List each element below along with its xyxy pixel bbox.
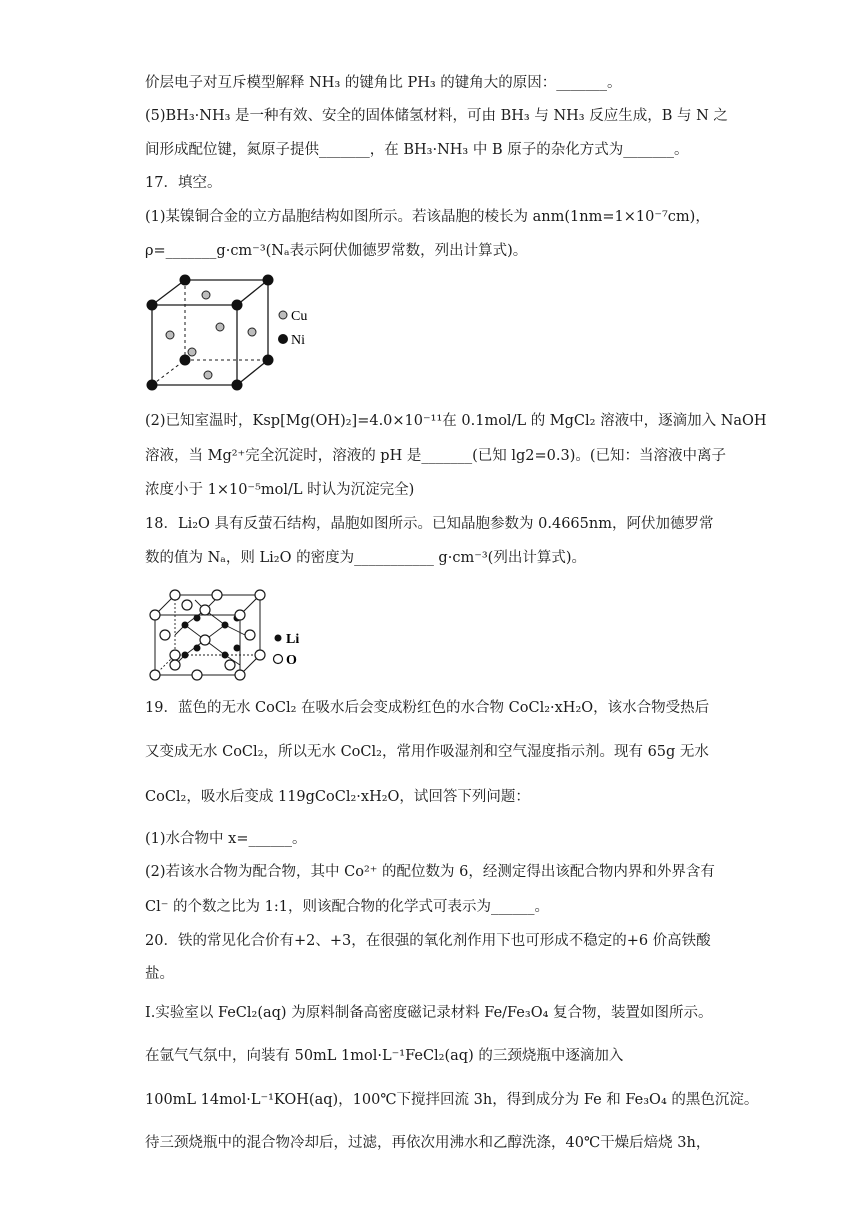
text-line: 数的值为 Nₐ，则 Li₂O 的密度为___________ g·cm⁻³(列出计算式)。 [145,550,586,566]
text-line: (2)若该水合物为配合物，其中 Co²⁺ 的配位数为 6，经测定得出该配合物内界和外界含有 [145,864,715,880]
text-line: 在氩气气氛中，向装有 50mL 1mol·L⁻¹FeCl₂(aq) 的三颈烧瓶中逐滴加入 [145,1048,624,1064]
text-line: CoCl₂，吸水后变成 119gCoCl₂·xH₂O，试回答下列问题： [145,789,530,805]
text-line: Cl⁻ 的个数之比为 1:1，则该配合物的化学式可表示为______。 [145,899,549,915]
text-line: (1)某镍铜合金的立方晶胞结构如图所示。若该晶胞的棱长为 anm(1nm=1×10⁻⁷cm)， [145,209,710,225]
text-line: 溶液，当 Mg²⁺完全沉淀时，溶液的 pH 是_______(已知 lg2=0.3)。(已知：当溶液中离子 [145,448,727,464]
o-legend-label: O [286,653,297,668]
li-legend-label: Li [286,632,300,647]
text-line: ρ=_______g·cm⁻³(Nₐ表示阿伏伽德罗常数，列出计算式)。 [145,243,528,259]
question-17-heading: 17．填空。 [145,175,222,191]
question-19-line: 19．蓝色的无水 CoCl₂ 在吸水后会变成粉红色的水合物 CoCl₂·xH₂O，该水合物受热后 [145,700,710,716]
ni-legend-marker [278,334,288,344]
text-line: 盐。 [145,966,174,982]
text-line: 价层电子对互斥模型解释 NH₃ 的键角比 PH₃ 的键角大的原因：_______。 [145,75,622,91]
li2o-unit-cell-figure [145,580,320,685]
ni-cu-unit-cell-figure [140,270,330,395]
text-line: (1)水合物中 x=______。 [145,831,307,847]
question-20-line: 20．铁的常见化合价有+2、+3，在很强的氧化剂作用下也可形成不稳定的+6 价高铁酸 [145,933,711,949]
question-18-line: 18．Li₂O 具有反萤石结构，晶胞如图所示。已知晶胞参数为 0.4665nm，阿伏加德罗常 [145,516,714,532]
cu-legend-marker [279,311,287,319]
text-line: (5)BH₃·NH₃ 是一种有效、安全的固体储氢材料，可由 BH₃ 与 NH₃ 反应生成，B 与 N 之 [145,108,728,124]
o-legend-marker [274,655,283,664]
cu-legend-label: Cu [291,309,308,324]
text-line: 待三颈烧瓶中的混合物冷却后，过滤，再依次用沸水和乙醇洗涤，40℃干燥后焙烧 3h， [145,1135,711,1151]
text-line: 100mL 14mol·L⁻¹KOH(aq)，100℃下搅拌回流 3h，得到成分为 Fe 和 Fe₃O₄ 的黑色沉淀。 [145,1092,759,1108]
text-line: 又变成无水 CoCl₂，所以无水 CoCl₂，常用作吸湿剂和空气湿度指示剂。现有 65g 无水 [145,744,709,760]
text-line: I.实验室以 FeCl₂(aq) 为原料制备高密度磁记录材料 Fe/Fe₃O₄ 复合物，装置如图所示。 [145,1005,713,1021]
ni-legend-label: Ni [291,333,305,348]
text-line: 浓度小于 1×10⁻⁵mol/L 时认为沉淀完全) [145,482,415,498]
li-legend-marker [275,635,282,642]
text-line: (2)已知室温时，Ksp[Mg(OH)₂]=4.0×10⁻¹¹在 0.1mol/L 的 MgCl₂ 溶液中，逐滴加入 NaOH [145,413,767,429]
text-line: 间形成配位键，氮原子提供_______，在 BH₃·NH₃ 中 B 原子的杂化方式为_______。 [145,142,689,158]
